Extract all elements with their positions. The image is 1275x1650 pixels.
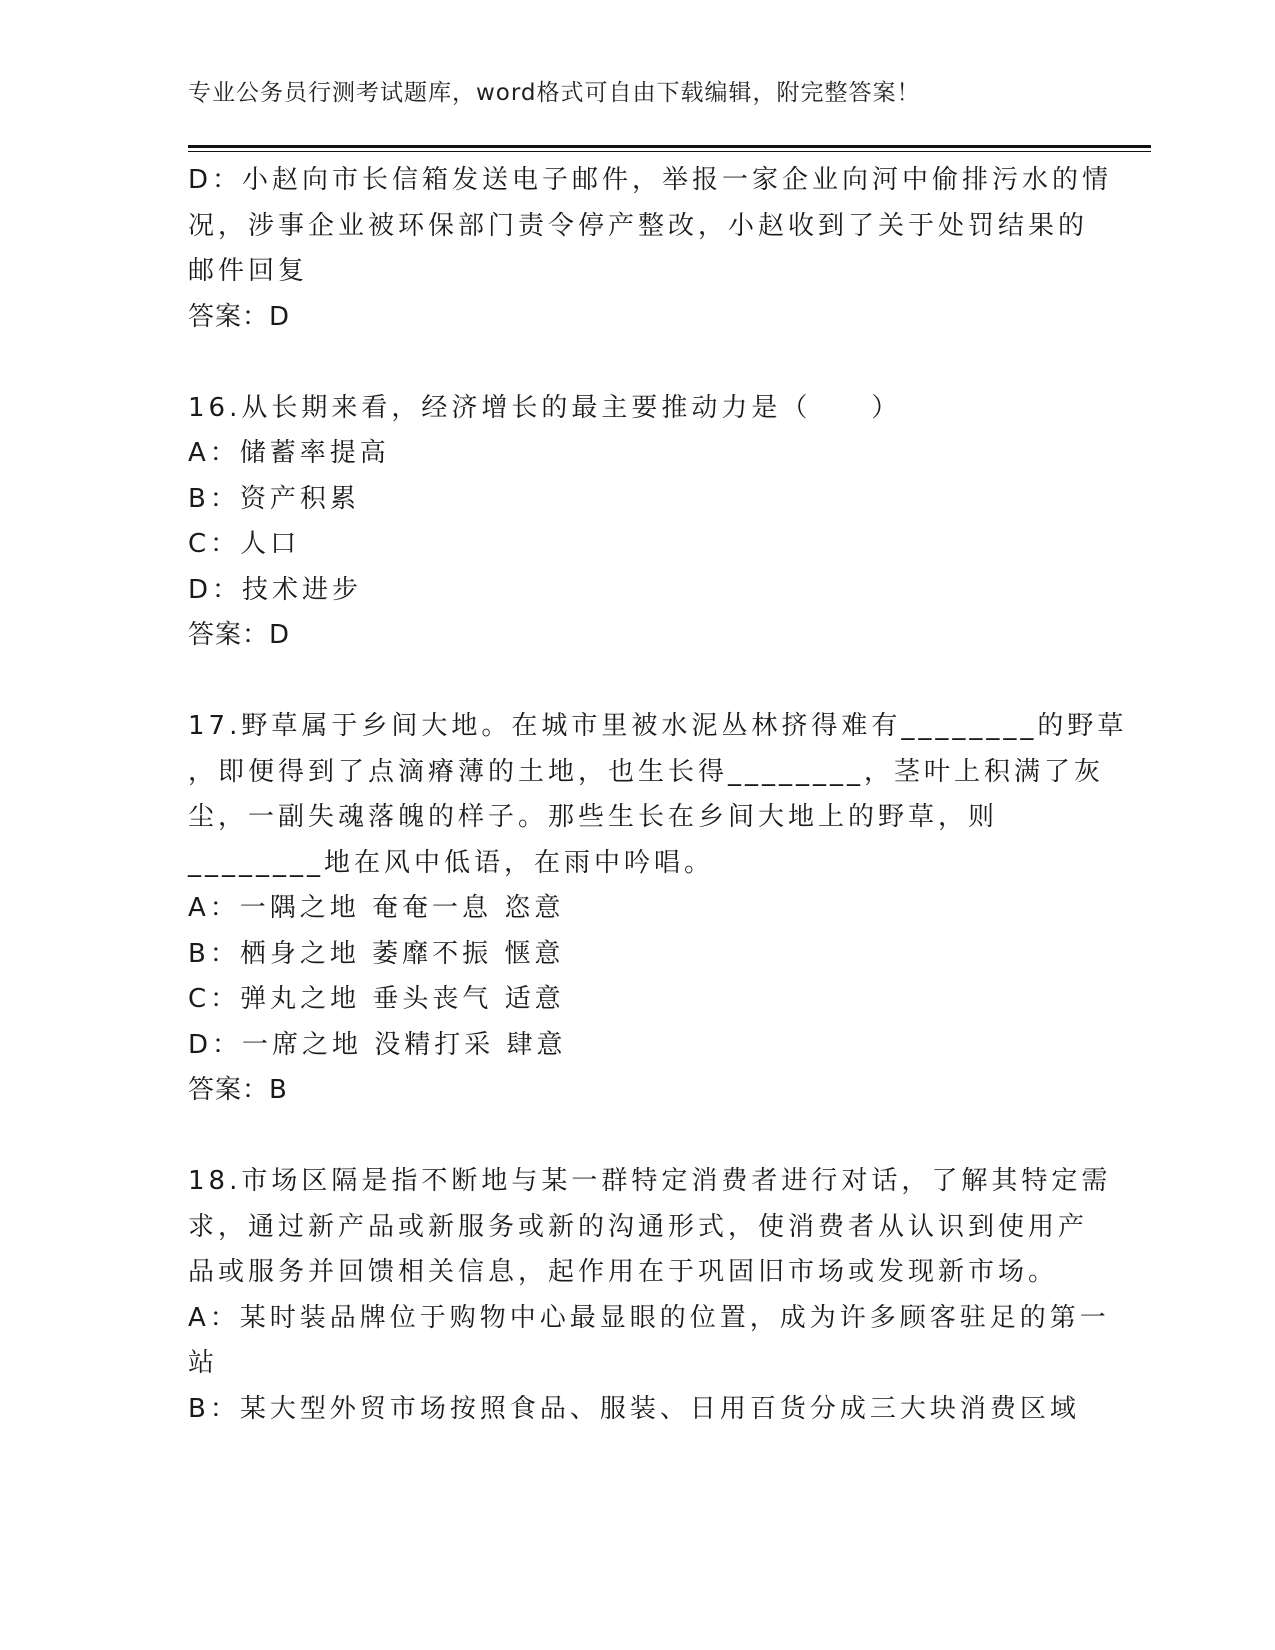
document-body <box>188 158 1128 1432</box>
question-block <box>188 704 1128 1114</box>
option-text: D：小赵向市长信箱发送电子邮件，举报一家企业向河中偷排污水的情 <box>188 165 1113 195</box>
spacer <box>188 659 1068 705</box>
option-a: A：某时装品牌位于购物中心最显眼的位置，成为许多顾客驻足的第一 <box>188 1302 1110 1333</box>
header-rule-thin <box>188 151 1151 152</box>
option-d: D：技术进步 <box>188 574 363 605</box>
option-text: 况，涉事企业被环保部门责令停产整改，小赵收到了关于处罚结果的 <box>188 210 1089 241</box>
question-stem: 品或服务并回馈相关信息，起作用在于巩固旧市场或发现新市场。 <box>188 1257 1059 1287</box>
option-a: A：一隅之地 奄奄一息 恣意 <box>188 893 565 923</box>
option-a: 站 <box>188 1348 219 1378</box>
page-header: 专业公务员行测考试题库，word格式可自由下载编辑，附完整答案！ <box>188 80 921 106</box>
option-b: B：栖身之地 萎靡不振 惬意 <box>188 938 565 969</box>
option-c: C：人口 <box>188 529 301 559</box>
question-block <box>188 158 1113 340</box>
question-stem: 18.市场区隔是指不断地与某一群特定消费者进行对话，了解其特定需 <box>188 1166 1112 1196</box>
question-block <box>188 1159 1112 1432</box>
option-c: C：弹丸之地 垂头丧气 适意 <box>188 984 565 1014</box>
question-block <box>188 386 1068 659</box>
header-rule-thick <box>188 145 1151 148</box>
question-stem: 17.野草属于乡间大地。在城市里被水泥丛林挤得难有________的野草 <box>188 711 1128 741</box>
option-a: A：储蓄率提高 <box>188 438 390 468</box>
answer-line: 答案：D <box>188 620 291 650</box>
question-stem: 16.从长期来看，经济增长的最主要推动力是（ ） <box>188 392 902 423</box>
spacer <box>188 340 1068 386</box>
question-stem: ________地在风中低语，在雨中吟唱。 <box>188 847 715 878</box>
question-stem: 求，通过新产品或新服务或新的沟通形式，使消费者从认识到使用产 <box>188 1211 1089 1242</box>
option-b: B：某大型外贸市场按照食品、服装、日用百货分成三大块消费区域 <box>188 1393 1080 1424</box>
option-d: D：一席之地 没精打采 肆意 <box>188 1029 567 1060</box>
spacer <box>188 1114 1068 1160</box>
option-text: 邮件回复 <box>188 256 309 286</box>
question-stem: 尘，一副失魂落魄的样子。那些生长在乡间大地上的野草，则 <box>188 802 999 832</box>
answer-line: 答案：B <box>188 1075 288 1105</box>
option-b: B：资产积累 <box>188 483 360 514</box>
answer-line: 答案：D <box>188 301 291 332</box>
question-stem: ，即便得到了点滴瘠薄的土地，也生长得________，茎叶上积满了灰 <box>188 756 1105 787</box>
